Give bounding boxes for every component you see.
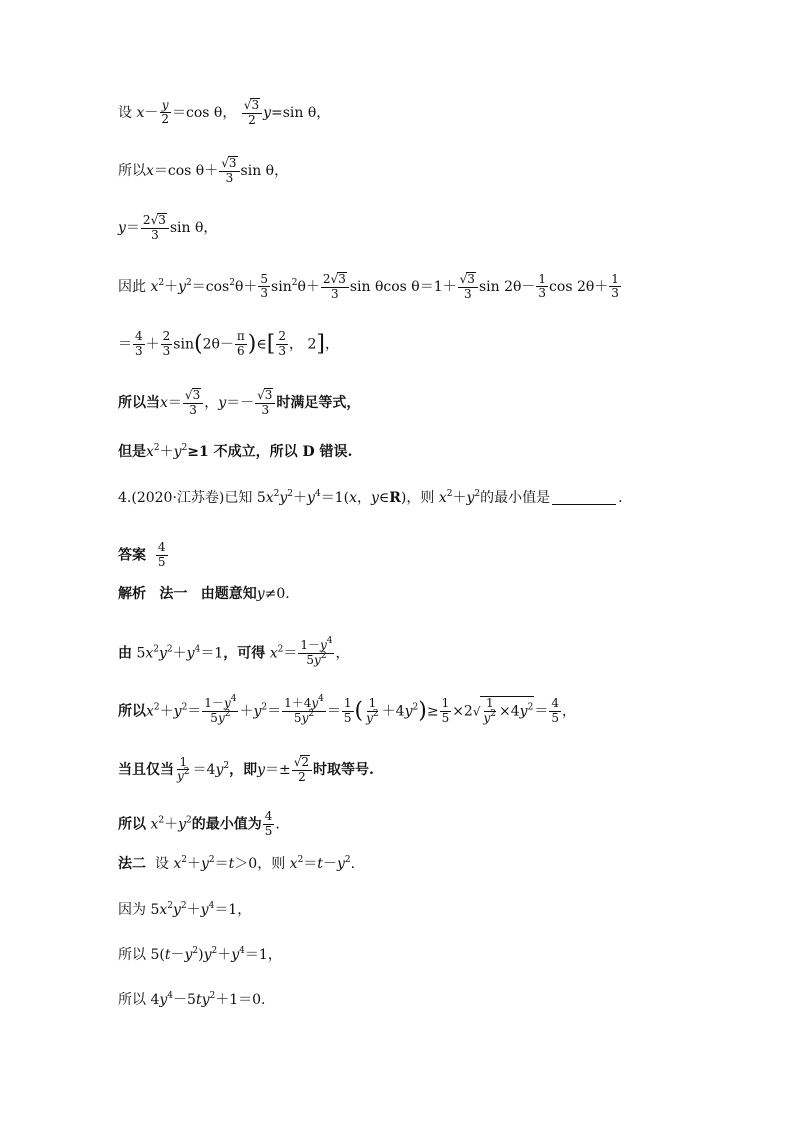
line-5: ＝ $\frac{4}{3}$ ＋ $\frac{2}{3}$ sin(2θ－ $\frac{\pi}{6}$ )∈[ $\frac{2}{3}$ ， 2]， (118, 329, 339, 358)
analysis-label: 解析 (118, 586, 146, 602)
text: cos 2θ＋ (549, 278, 609, 295)
text: 的最小值是 (480, 490, 551, 506)
text: 当且仅当 (118, 761, 174, 778)
text: 因此 (118, 278, 146, 295)
method-2-line-3: 所以 $5(t-y^2)y^2+y^4=1$， (118, 946, 282, 963)
text: ，即 (229, 761, 258, 778)
text: cos θ， (186, 104, 237, 121)
line-7: 但是$x^2+y^2\ge 1$ 不成立，所以 D 错误. (118, 443, 353, 460)
method-2-line-2: 因为 $5x^2y^2+y^4=1$， (118, 901, 252, 918)
answer-blank (552, 504, 616, 505)
analysis-line-1: 由 $5x^2y^2+y^4=1$，可得 $x^2=$ $\frac{1-y^4}{5y^2}$ ， (118, 636, 350, 667)
text: 所以 (118, 703, 146, 720)
question-4: 4.(2020·江苏卷)已知 $5x^2y^2+y^4=1(x$，y∈R)，则 $x^2+y^2$的最小值是 . (118, 489, 623, 506)
question-number: 4.(2020·江苏卷)已知 (118, 490, 253, 506)
method-2-line: 法二 设 $x^2+y^2=t>0$，则 $x^2=t-y^2$. (118, 855, 356, 872)
answer-label: 答案 (118, 547, 146, 564)
method-label: 法一 (159, 586, 188, 602)
text: 设 (118, 104, 132, 121)
analysis-line-2: 所以$x^2+y^2=$ $\frac{1-y^4}{5y^2}$ $+y^2=$ $\frac{1+4y^4}{5y^2}$ ＝ $\frac{1}{5}$ ( $\frac{1}{y^2}$ $+4y^2)\ge$ $\frac{1}{5}$ ×2√ $\frac{1}{y^2}$ $\times 4y^2=$ $\frac{4}{5}$ ， (118, 694, 576, 725)
text: sin θcos θ＝1＋ (349, 278, 457, 295)
analysis-line-4: 所以 $x^2+y^2$的最小值为 $\frac{4}{5}$ . (118, 809, 280, 838)
text: sin (173, 336, 194, 353)
text: 所以当 (118, 394, 160, 411)
line-4: 因此 $x^2+y^2=\cos^2\theta+$ $\frac{5}{3}$ $\sin^2\theta+$ $\frac{2√3}{3}$ sin θcos θ＝1＋ $\frac{√3}{3}$ sin 2θ－ $\frac{1}{3}$ cos 2θ＋ $\frac{1}{3}$ (118, 271, 619, 301)
line-6: 所以当x＝ $\frac{√3}{3}$ ，y＝－ $\frac{√3}{3}$ 时满足等式， (118, 388, 361, 417)
text: 由 (118, 645, 132, 662)
text: 所以 (118, 816, 146, 833)
text: 时取等号. (313, 761, 374, 778)
text: sin 2θ－ (478, 278, 536, 295)
line-1: 设 x－ $\frac{y}{2}$ ＝cos θ， $\frac{√3}{2}$ y=sin θ， (118, 97, 331, 127)
line-2: 所以x＝cos θ＋ $\frac{√3}{3}$ sin θ， (118, 156, 289, 185)
method-label: 法二 (118, 856, 146, 872)
text: 设 (154, 856, 169, 872)
line-3: y＝ $\frac{2√3}{3}$ sin θ， (118, 213, 218, 242)
analysis-line-3: 当且仅当 $\frac{1}{y^2}$ $=4y^2$，即y＝± $\frac{√2}{2}$ 时取等号. (118, 754, 374, 784)
text: sin θ， (169, 219, 218, 236)
method-2-line-4: 所以 $4y^4-5ty^2+1=0$. (118, 991, 266, 1008)
text: 所以 (118, 947, 146, 963)
text: ≥1 不成立，所以 D 错误. (187, 444, 353, 460)
answer-line: 答案 $\frac{4}{5}$ (118, 540, 166, 569)
text: 但是 (118, 444, 146, 460)
text: 由题意知 (200, 586, 257, 602)
text: 的最小值为 (191, 816, 262, 833)
text: 所以 (118, 162, 146, 179)
text: . (618, 490, 623, 506)
text: 因为 (118, 902, 146, 918)
text: =sin θ， (271, 104, 331, 121)
text: ，可得 (223, 645, 266, 662)
text: 所以 (118, 992, 146, 1008)
analysis-line: 解析 法一 由题意知y≠0. (118, 586, 290, 602)
text: sin θ， (240, 162, 289, 179)
text: 时满足等式， (276, 394, 361, 411)
